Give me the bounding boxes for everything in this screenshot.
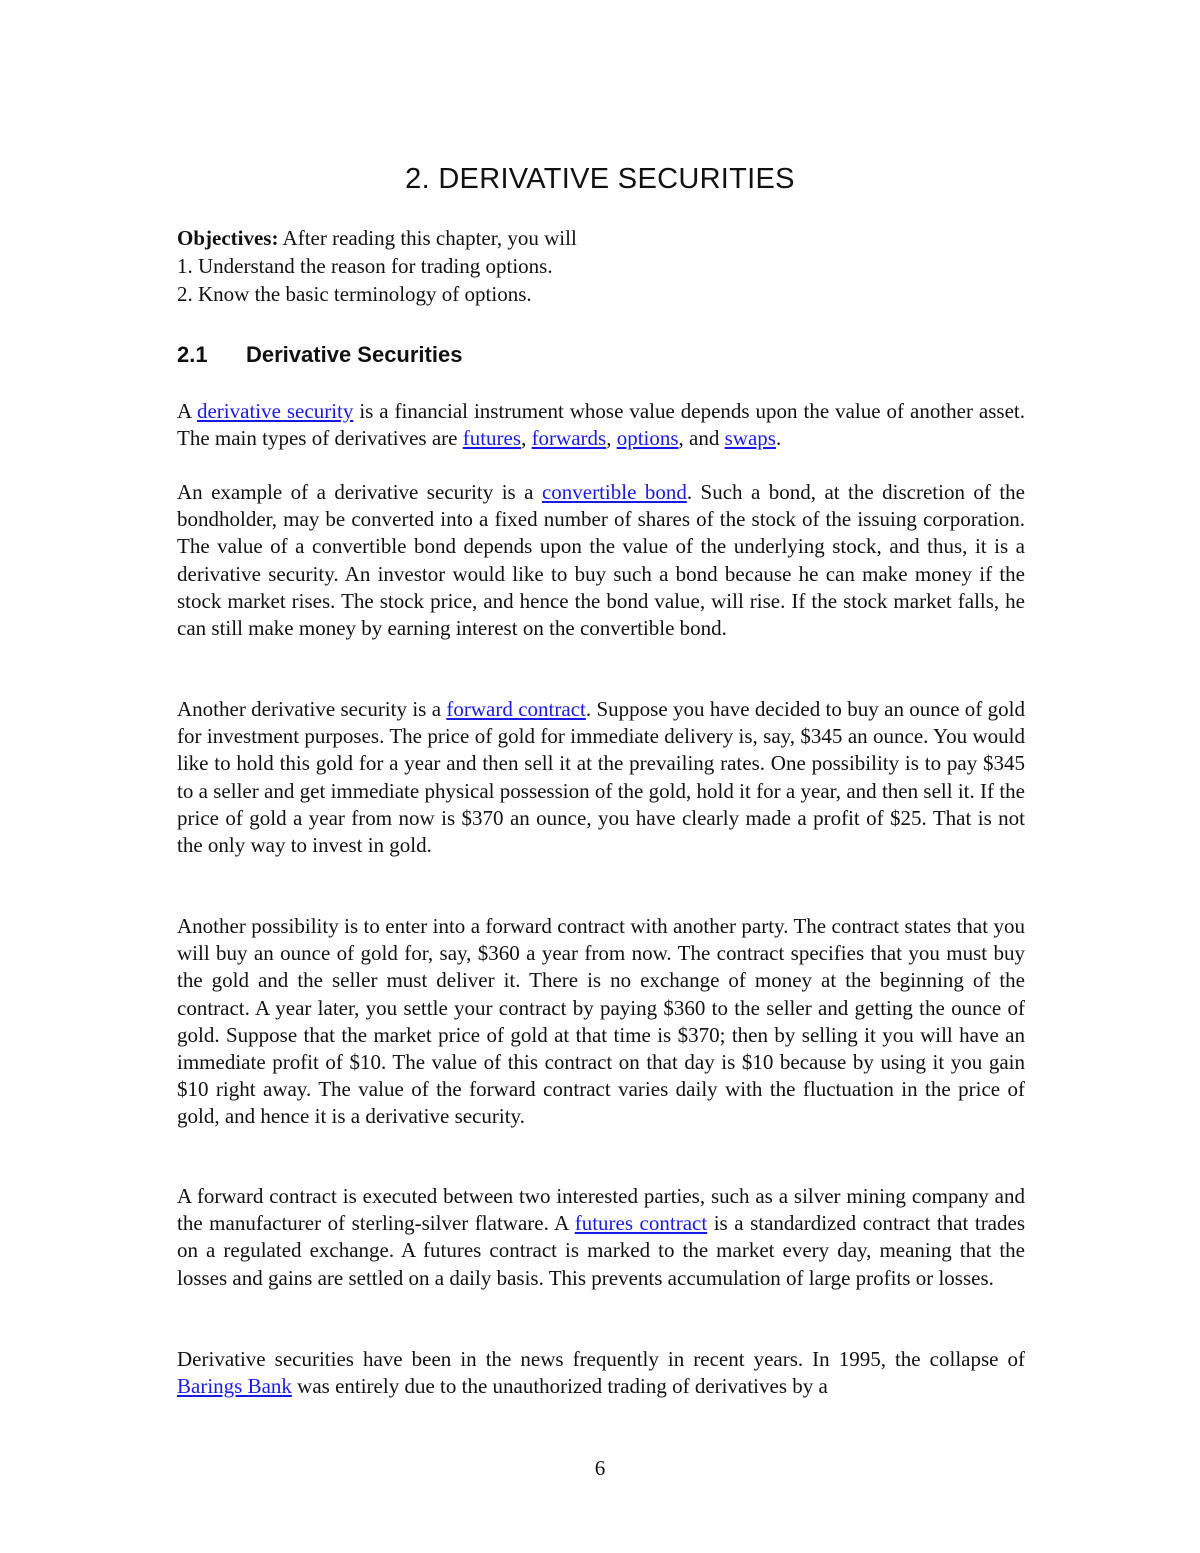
paragraph-text: A forward contract is executed between two interested parties, such as a silver mining company and the manufacturer of sterling-silver flatware. A	[177, 1184, 1025, 1236]
paragraph-forward-example	[177, 913, 1025, 1131]
paragraph-derivative-definition	[177, 398, 1025, 452]
paragraph-text: Another derivative security is a	[177, 697, 447, 721]
paragraph-text: . Suppose you have decided to buy an ounce of gold for investment purposes. The price of gold for immediate delivery is, say, $345 an ounce. You would like to hold this gold for a year and then sell it at the prevailing rates. One possibility is to pay $345 to a seller and get immediate physical possession of the gold, hold it for a year, and then sell it. If the price of gold a year from now is $370 an ounce, you have clearly made a profit of $25. That is not the only way to invest in gold.	[177, 697, 1026, 858]
page-number: 6	[594, 1456, 606, 1480]
objective-item: 1. Understand the reason for trading options.	[177, 254, 553, 278]
chapter-title: 2. DERIVATIVE SECURITIES	[405, 163, 795, 195]
link-options[interactable]: options	[616, 426, 679, 451]
section-heading	[177, 342, 462, 368]
paragraph-futures-contract	[177, 1183, 1025, 1292]
objectives-lead: Objectives:	[177, 226, 279, 250]
paragraph-text: is a standardized contract that trades on a regulated exchange. A futures contract is marked to the market every day, meaning that the losses and gains are settled on a daily basis. This prevents accumulation of large profits or losses.	[177, 1211, 1025, 1290]
paragraph-text: ,	[606, 426, 617, 451]
objective-item: 2. Know the basic terminology of options.	[177, 282, 532, 306]
paragraph-barings	[177, 1346, 1025, 1400]
paragraph-text: . Such a bond, at the discretion of the bondholder, may be converted into a fixed number of shares of the stock of the issuing corporation. The value of a convertible bond depends upon the value of the underlying stock, and thus, it is a derivative security. An investor would like to buy such a bond because he can make money if the stock market rises. The stock price, and hence the bond value, will rise. If the stock market falls, he can still make money by earning interest on the convertible bond.	[177, 480, 1025, 641]
link-convertible-bond[interactable]: convertible bond	[541, 480, 687, 504]
link-swaps[interactable]: swaps	[724, 426, 776, 451]
paragraph-forward-contract	[177, 696, 1025, 859]
section-title: Derivative Securities	[246, 342, 463, 367]
objectives-intro: After reading this chapter, you will	[278, 226, 577, 250]
paragraph-convertible-bond	[177, 479, 1025, 642]
paragraph-text: Another possibility is to enter into a forward contract with another party. The contract states that you will buy an ounce of gold for, say, $360 a year from now. The contract specifies that you must buy the gold and the seller must deliver it. There is no exchange of money at the beginning of the contract. A year later, you settle your contract by paying $360 to the seller and getting the ounce of gold. Suppose that the market price of gold at that time is $370; then by selling it you will have an immediate profit of $10. The value of this contract on that day is $10 because by using it you gain $10 right away. The value of the forward contract varies daily with the fluctuation in the price of gold, and hence it is a derivative security.	[177, 914, 1025, 1129]
link-derivative-security[interactable]: derivative security	[196, 399, 354, 423]
link-futures-contract[interactable]: futures contract	[574, 1211, 708, 1236]
link-forwards[interactable]: forwards	[531, 426, 607, 451]
paragraph-text: was entirely due to the unauthorized trading of derivatives by a	[291, 1374, 828, 1399]
section-number: 2.1	[177, 342, 208, 367]
paragraph-text: An example of a derivative security is a	[177, 480, 542, 504]
paragraph-text: is a financial instrument whose value depends upon the value of another asset. The main types of derivatives are	[177, 399, 1025, 451]
paragraph-text: Derivative securities have been in the news frequently in recent years. In 1995, the collapse of	[177, 1347, 1025, 1371]
objectives-intro-line	[177, 224, 1027, 252]
objectives-block	[177, 224, 1027, 308]
link-futures[interactable]: futures	[462, 426, 522, 451]
paragraph-text: A	[177, 399, 197, 423]
paragraph-text: , and	[678, 426, 725, 451]
paragraph-text: ,	[521, 426, 532, 451]
paragraph-text: .	[775, 426, 782, 451]
link-barings-bank[interactable]: Barings Bank	[177, 1374, 292, 1399]
link-forward-contract[interactable]: forward contract	[446, 697, 586, 721]
